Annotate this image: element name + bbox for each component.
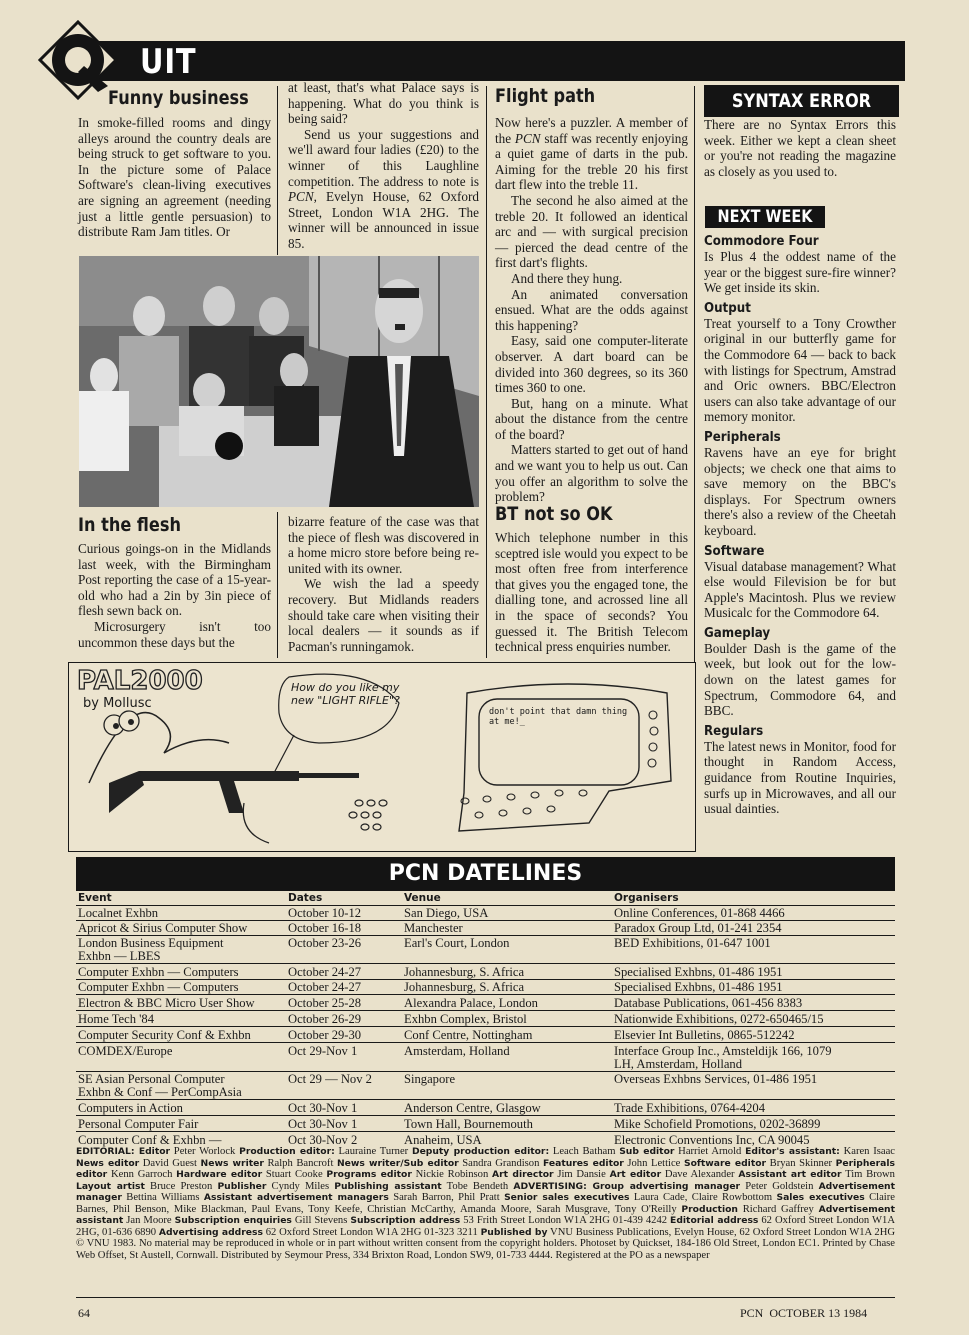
credit-role: Senior sales executives [504, 1192, 630, 1203]
credit-role: Editorial address [670, 1215, 759, 1226]
credit-name: Leach Batham [549, 1146, 620, 1157]
credit-name: Ralph Bancroft [263, 1157, 337, 1169]
datelines-col-event: Event [78, 892, 112, 904]
syntax-error-text: There are no Syntax Errors this week. Either we kept a clean sheet or you're not reading the magazine as closely as you used to. [704, 117, 896, 179]
datelines-row-rule [76, 1010, 895, 1011]
row-venue: Singapore [404, 1072, 456, 1086]
credit-role: EDITORIAL: Editor [76, 1146, 171, 1157]
row-venue: Manchester [404, 921, 463, 935]
next-week-item-title: Software [704, 542, 765, 559]
row-venue: Alexandra Palace, London [404, 996, 538, 1010]
cartoon-title: PAL2000 [77, 666, 203, 696]
datelines-row-rule [76, 1071, 895, 1072]
row-venue: Exhbn Complex, Bristol [404, 1012, 527, 1026]
row-venue: Johannesburg, S. Africa [404, 980, 525, 994]
credit-name: Sandra Grandison [458, 1157, 543, 1169]
next-week-list [704, 233, 896, 817]
datelines-header-rule [76, 905, 895, 906]
next-week-item-text: Boulder Dash is the game of the week, but look out for the low-down on the latest games for Spectrum, Commodore 64, and BBC. [704, 640, 896, 719]
credit-role: Art editor [609, 1169, 662, 1180]
datelines-col-dates: Dates [288, 892, 323, 904]
row-organiser: Nationwide Exhibitions, 0272-650465/15 [614, 1012, 824, 1026]
cartoon-screen-text: don't point that damn thing at me!_ [489, 707, 628, 727]
credit-name: Tobe Bendeth [441, 1180, 514, 1192]
page-number: 64 [78, 1306, 90, 1320]
credit-role: Deputy production editor: [411, 1146, 550, 1157]
credit-role: Software editor [683, 1157, 767, 1169]
datelines-row-rule [76, 1099, 895, 1100]
row-event: Apricot & Sirius Computer Show [78, 921, 248, 935]
masthead-banner [90, 41, 905, 81]
credit-name: Claire Barnes, Phil Benson, Mike Blackman, Paul Evans, Tony Keefe, Christian McCarthy, Amanda Moore, Sarah Musgrave, Tony O'Reilly [76, 1192, 895, 1215]
credit-role: Features editor [542, 1157, 624, 1169]
row-organiser: Online Conferences, 01-868 4466 [614, 906, 785, 920]
column-rule [277, 512, 278, 658]
datelines-heading: PCN DATELINES [388, 861, 583, 886]
row-organiser: Paradox Group Ltd, 01-241 2354 [614, 921, 782, 935]
row-dates: October 24-27 [288, 965, 362, 979]
credit-name: Lauraine Turner [334, 1146, 412, 1157]
bt-not-so-ok-heading: BT not so OK [495, 503, 613, 525]
datelines-row-rule [76, 935, 895, 936]
credit-name: Laura Cade, Claire Rowbottom [629, 1192, 777, 1203]
row-event: Personal Computer Fair [78, 1117, 199, 1131]
credit-name: Sarah Barron, Phil Pratt [388, 1192, 505, 1203]
row-event: Localnet Exhbn [78, 906, 159, 920]
row-dates: Oct 29 — Nov 2 [288, 1072, 372, 1086]
credit-role: News writer [200, 1157, 264, 1169]
credit-name: Harriet Arnold [674, 1146, 746, 1157]
row-organiser: LH, Amsterdam, Holland [614, 1057, 743, 1071]
row-organiser: BED Exhibitions, 01-647 1001 [614, 936, 771, 950]
pal2000-cartoon [68, 662, 696, 852]
credit-name: Jan Moore [123, 1215, 175, 1226]
quit-logo-icon [38, 20, 118, 100]
palace-software-photo [79, 256, 479, 507]
next-week-item-title: Commodore Four [704, 233, 819, 249]
credit-role: Production [681, 1203, 738, 1215]
row-event: Computer Exhbn — Computers [78, 980, 239, 994]
next-week-item [704, 625, 896, 719]
credit-name: Peter Goldstein [740, 1180, 819, 1192]
datelines-col-organisers: Organisers [614, 892, 679, 904]
credit-role: Art director [492, 1169, 554, 1180]
credit-role: ADVERTISING: Group advertising manager [513, 1180, 741, 1192]
credit-role: Publishing assistant [334, 1180, 442, 1192]
row-dates: October 26-29 [288, 1012, 362, 1026]
row-organiser: Overseas Exhbns Services, 01-486 1951 [614, 1072, 818, 1086]
credit-name: Bryan Skinner [766, 1157, 836, 1169]
datelines-row-rule [76, 1026, 895, 1027]
row-event: Computers in Action [78, 1101, 183, 1115]
credit-name: Kenn Garroch [107, 1169, 177, 1180]
next-week-item-text: Treat yourself to a Tony Crowther original in our butterfly game for the Commodore 64 — back to back with listings for Spectrum, Amstrad and Oric owners. BBC/Electron users can also take advantage of our memory monitor. [704, 315, 896, 425]
next-week-item-title: Output [704, 299, 751, 316]
funny-business-text-2: at least, that's what Palace says is happening. What do you think is being said? Send us your suggestions and we'll award four ladies (£20) to the winner of this Laughline competition. The address to note is PCN, Evelyn House, 62 Oxford Street, London W1A 2HG. The winner will be announced in issue 85. [288, 80, 479, 251]
row-event: Electron & BBC Micro User Show [78, 996, 255, 1010]
credit-role: Assistant art editor [738, 1169, 842, 1180]
credit-name: 62 Oxford Street London W1A 2HG 01-323 3211 [262, 1226, 481, 1238]
row-dates: October 16-18 [288, 921, 362, 935]
credit-name: 53 Frith Street London W1A 2HG 01-439 4242 [460, 1215, 671, 1226]
funny-business-text-1: In smoke-filled rooms and dingy alleys around the country deals are being struck to get software to you. In the picture some of Palace Software's clean-living executives are signing an agreement (needing just a little gentle persuasion) to distribute Ram Jam titles. Or [78, 115, 271, 240]
credit-role: Publisher [217, 1180, 267, 1192]
credit-role: Hardware editor [176, 1169, 263, 1180]
row-dates: October 24-27 [288, 980, 362, 994]
datelines-col-venue: Venue [404, 892, 441, 904]
credit-name: Bettina Williams [121, 1192, 204, 1203]
row-dates: October 10-12 [288, 906, 362, 920]
cartoon-speech-bubble: How do you like my new "LIGHT RIFLE"? [291, 681, 400, 707]
row-organiser: Mike Schofield Promotions, 0202-36899 [614, 1117, 821, 1131]
issue-date: PCN OCTOBER 13 1984 [740, 1306, 868, 1320]
credit-role: Layout artist [76, 1180, 145, 1192]
in-the-flesh-text-2: bizarre feature of the case was that the piece of flesh was discovered in a home micro store before being re-united with its owner. We wish the lad a speedy recovery. But Midlands readers should take care when visiting their local dealers — it sounds as if Pacman's runningamok. [288, 514, 479, 654]
credit-name: Stuart Cooke [262, 1169, 327, 1180]
datelines-row-rule [76, 920, 895, 921]
row-venue: San Diego, USA [404, 906, 489, 920]
credit-name: Richard Gaffrey [737, 1203, 819, 1215]
datelines-row-rule [76, 1115, 895, 1116]
datelines-row-rule [76, 979, 895, 980]
column-rule [486, 86, 487, 658]
row-venue: Johannesburg, S. Africa [404, 965, 525, 979]
credit-role: Programs editor [326, 1169, 412, 1180]
next-week-item-title: Gameplay [704, 624, 771, 641]
row-venue: Conf Centre, Nottingham [404, 1028, 533, 1042]
credit-name: Cyndy Miles [266, 1180, 335, 1192]
row-event: Exhbn — LBES [78, 949, 161, 963]
row-event: COMDEX/Europe [78, 1044, 173, 1058]
row-organiser: Specialised Exhbns, 01-486 1951 [614, 965, 783, 979]
funny-business-heading: Funny business [108, 87, 249, 109]
row-dates: October 29-30 [288, 1028, 362, 1042]
datelines-row-rule [76, 963, 895, 964]
row-dates: Oct 30-Nov 2 [288, 1133, 358, 1147]
credit-role: News writer/Sub editor [336, 1157, 459, 1169]
row-dates: Oct 30-Nov 1 [288, 1101, 358, 1115]
syntax-error-heading: SYNTAX ERROR [705, 86, 898, 116]
row-organiser: Interface Group Inc., Amsteldijk 166, 1079 [614, 1044, 832, 1058]
row-event: Exhbn & Conf — PerCompAsia [78, 1085, 242, 1099]
credit-role: Subscription address [350, 1215, 461, 1226]
credit-role: Production editor: [239, 1146, 335, 1157]
row-venue: Amsterdam, Holland [404, 1044, 510, 1058]
credit-role: Published by [480, 1226, 548, 1238]
staff-credits [76, 1146, 895, 1261]
row-event: Computer Exhbn — Computers [78, 965, 239, 979]
next-week-item [704, 723, 896, 817]
row-organiser: Specialised Exhbns, 01-486 1951 [614, 980, 783, 994]
row-organiser: Trade Exhibitions, 0764-4204 [614, 1101, 766, 1115]
next-week-item-text: Ravens have an eye for bright objects; we check one that aims to save memory on the BBC's displays. For Spectrum owners there's also a review of the Cheetah keyboard. [704, 444, 896, 538]
credit-role: Peripherals editor [76, 1157, 895, 1180]
credit-name: David Guest [139, 1157, 201, 1169]
row-venue: Anaheim, USA [404, 1133, 482, 1147]
row-venue: Anderson Centre, Glasgow [404, 1101, 541, 1115]
credit-name: 62 Oxford Street London W1A 2HG, 01-636 6890 [76, 1215, 895, 1238]
credit-name: VNU Business Publications, Evelyn House, 62 Oxford Street London W1A 2HG © VNU 1983. No material may be reproduced in whole or in part without written consent from the copyright holders. Photoset by Quickset, 184-186 Old Street, London EC1. Printed by Chase Web Offset, St Austell, Cornwall. Distributed by Seymour Press, 334 Brixton Road, London SW9, 01-733 4444. Registered at the PO as a newspaper [76, 1226, 896, 1261]
datelines-row-rule [76, 1042, 895, 1043]
row-organiser: Electronic Conventions Inc, CA 90045 [614, 1133, 810, 1147]
credit-name: Gill Stevens [291, 1215, 351, 1226]
next-week-item-text: Is Plus 4 the oddest name of the year or the biggest sure-fire winner? We get inside its skin. [704, 249, 896, 296]
footer-rule [76, 1297, 895, 1298]
row-event: Computer Security Conf & Exhbn [78, 1028, 251, 1042]
row-venue: Town Hall, Bournemouth [404, 1117, 533, 1131]
credit-name: Nickie Robinson [411, 1169, 493, 1180]
credit-role: Subscription enquiries [174, 1215, 292, 1226]
credit-role: Advertisement manager [76, 1180, 895, 1203]
flight-path-heading: Flight path [495, 85, 596, 107]
next-week-item [704, 300, 896, 425]
credit-name: Karen Isaac [839, 1146, 895, 1157]
flight-path-text: Now here's a puzzler. A member of the PCN staff was recently enjoying a quiet game of darts in the pub. Aiming for the treble 20 his first dart flew into the treble 11. The second he also aimed at the treble 20. It followed an identical arc and — with surgical precision — pierced the dead centre of the first dart's flights. And there they hung. An animated conversation ensued. What are the odds against this happening? Easy, said one computer-literate observer. A dart board can be divided into 360 degrees, so its 360 times 360 to one. But, hang on a minute. What about the distance from the centre of the board? Matters started to get out of hand and we want you to help us out. Can you offer an algorithm to solve the problem? [495, 115, 688, 505]
credit-name: John Lettice [623, 1157, 684, 1169]
next-week-heading: NEXT WEEK [705, 206, 825, 228]
credit-role: News editor [76, 1157, 140, 1169]
next-week-item-text: The latest news in Monitor, food for thought in Random Access, guidance from Routine Inquiries, surfs up in Microwaves, and all our usual dainties. [704, 738, 896, 817]
row-dates: October 25-28 [288, 996, 362, 1010]
row-event: London Business Equipment [78, 936, 224, 950]
row-event: Computer Conf & Exhbn — [78, 1133, 222, 1147]
credit-name: Tim Brown [841, 1169, 895, 1180]
credit-name: Peter Worlock [170, 1146, 240, 1157]
row-organiser: Database Publications, 061-456 8383 [614, 996, 803, 1010]
row-event: SE Asian Personal Computer [78, 1072, 225, 1086]
credit-role: Advertisement assistant [76, 1203, 895, 1226]
credit-role: Advertising address [158, 1226, 263, 1238]
credit-name: Dave Alexander [661, 1169, 739, 1180]
credit-role: Sub editor [619, 1146, 675, 1157]
credit-role: Sales executives [776, 1192, 865, 1203]
photo-illustration [79, 256, 479, 507]
in-the-flesh-heading: In the flesh [78, 514, 181, 536]
row-dates: Oct 30-Nov 1 [288, 1117, 358, 1131]
credit-name: Bruce Preston [144, 1180, 218, 1192]
masthead-title: UIT [140, 42, 197, 82]
row-venue: Earl's Court, London [404, 936, 510, 950]
row-event: Home Tech '84 [78, 1012, 154, 1026]
column-rule [277, 86, 278, 255]
next-week-item-title: Peripherals [704, 428, 781, 445]
credit-role: Assistant advertisement managers [203, 1192, 389, 1203]
datelines-row-rule [76, 1131, 895, 1132]
next-week-item-title: Regulars [704, 722, 764, 739]
row-organiser: Elsevier Int Bulletins, 0865-512242 [614, 1028, 795, 1042]
in-the-flesh-text-1: Curious goings-on in the Midlands last week, with the Birmingham Post reporting the case of a 15-year-old who had a 2in by 3in piece of flesh sewn back on. Microsurgery isn't too uncommon these days but the [78, 541, 271, 650]
row-dates: Oct 29-Nov 1 [288, 1044, 358, 1058]
bt-not-so-ok-text: Which telephone number in this sceptred isle would you expect to be most often free from interference that gives you the engaged tone, the dialling tone, and acrossed line all in the space of seconds? You guessed it. The British Telecom technical press enquiries number. [495, 530, 688, 655]
datelines-row-rule [76, 994, 895, 995]
credit-name: Jim Dansie [553, 1169, 610, 1180]
row-dates: October 23-26 [288, 936, 362, 950]
credit-role: Editor's assistant: [745, 1146, 840, 1157]
next-week-item [704, 233, 896, 296]
next-week-item [704, 543, 896, 621]
next-week-item-text: Visual database management? What else would Filevision be for but Apple's Macintosh. Plus we review Musicalc for the Commodore 64. [704, 558, 896, 621]
cartoon-byline: by Mollusc [83, 696, 152, 711]
next-week-item [704, 429, 896, 539]
